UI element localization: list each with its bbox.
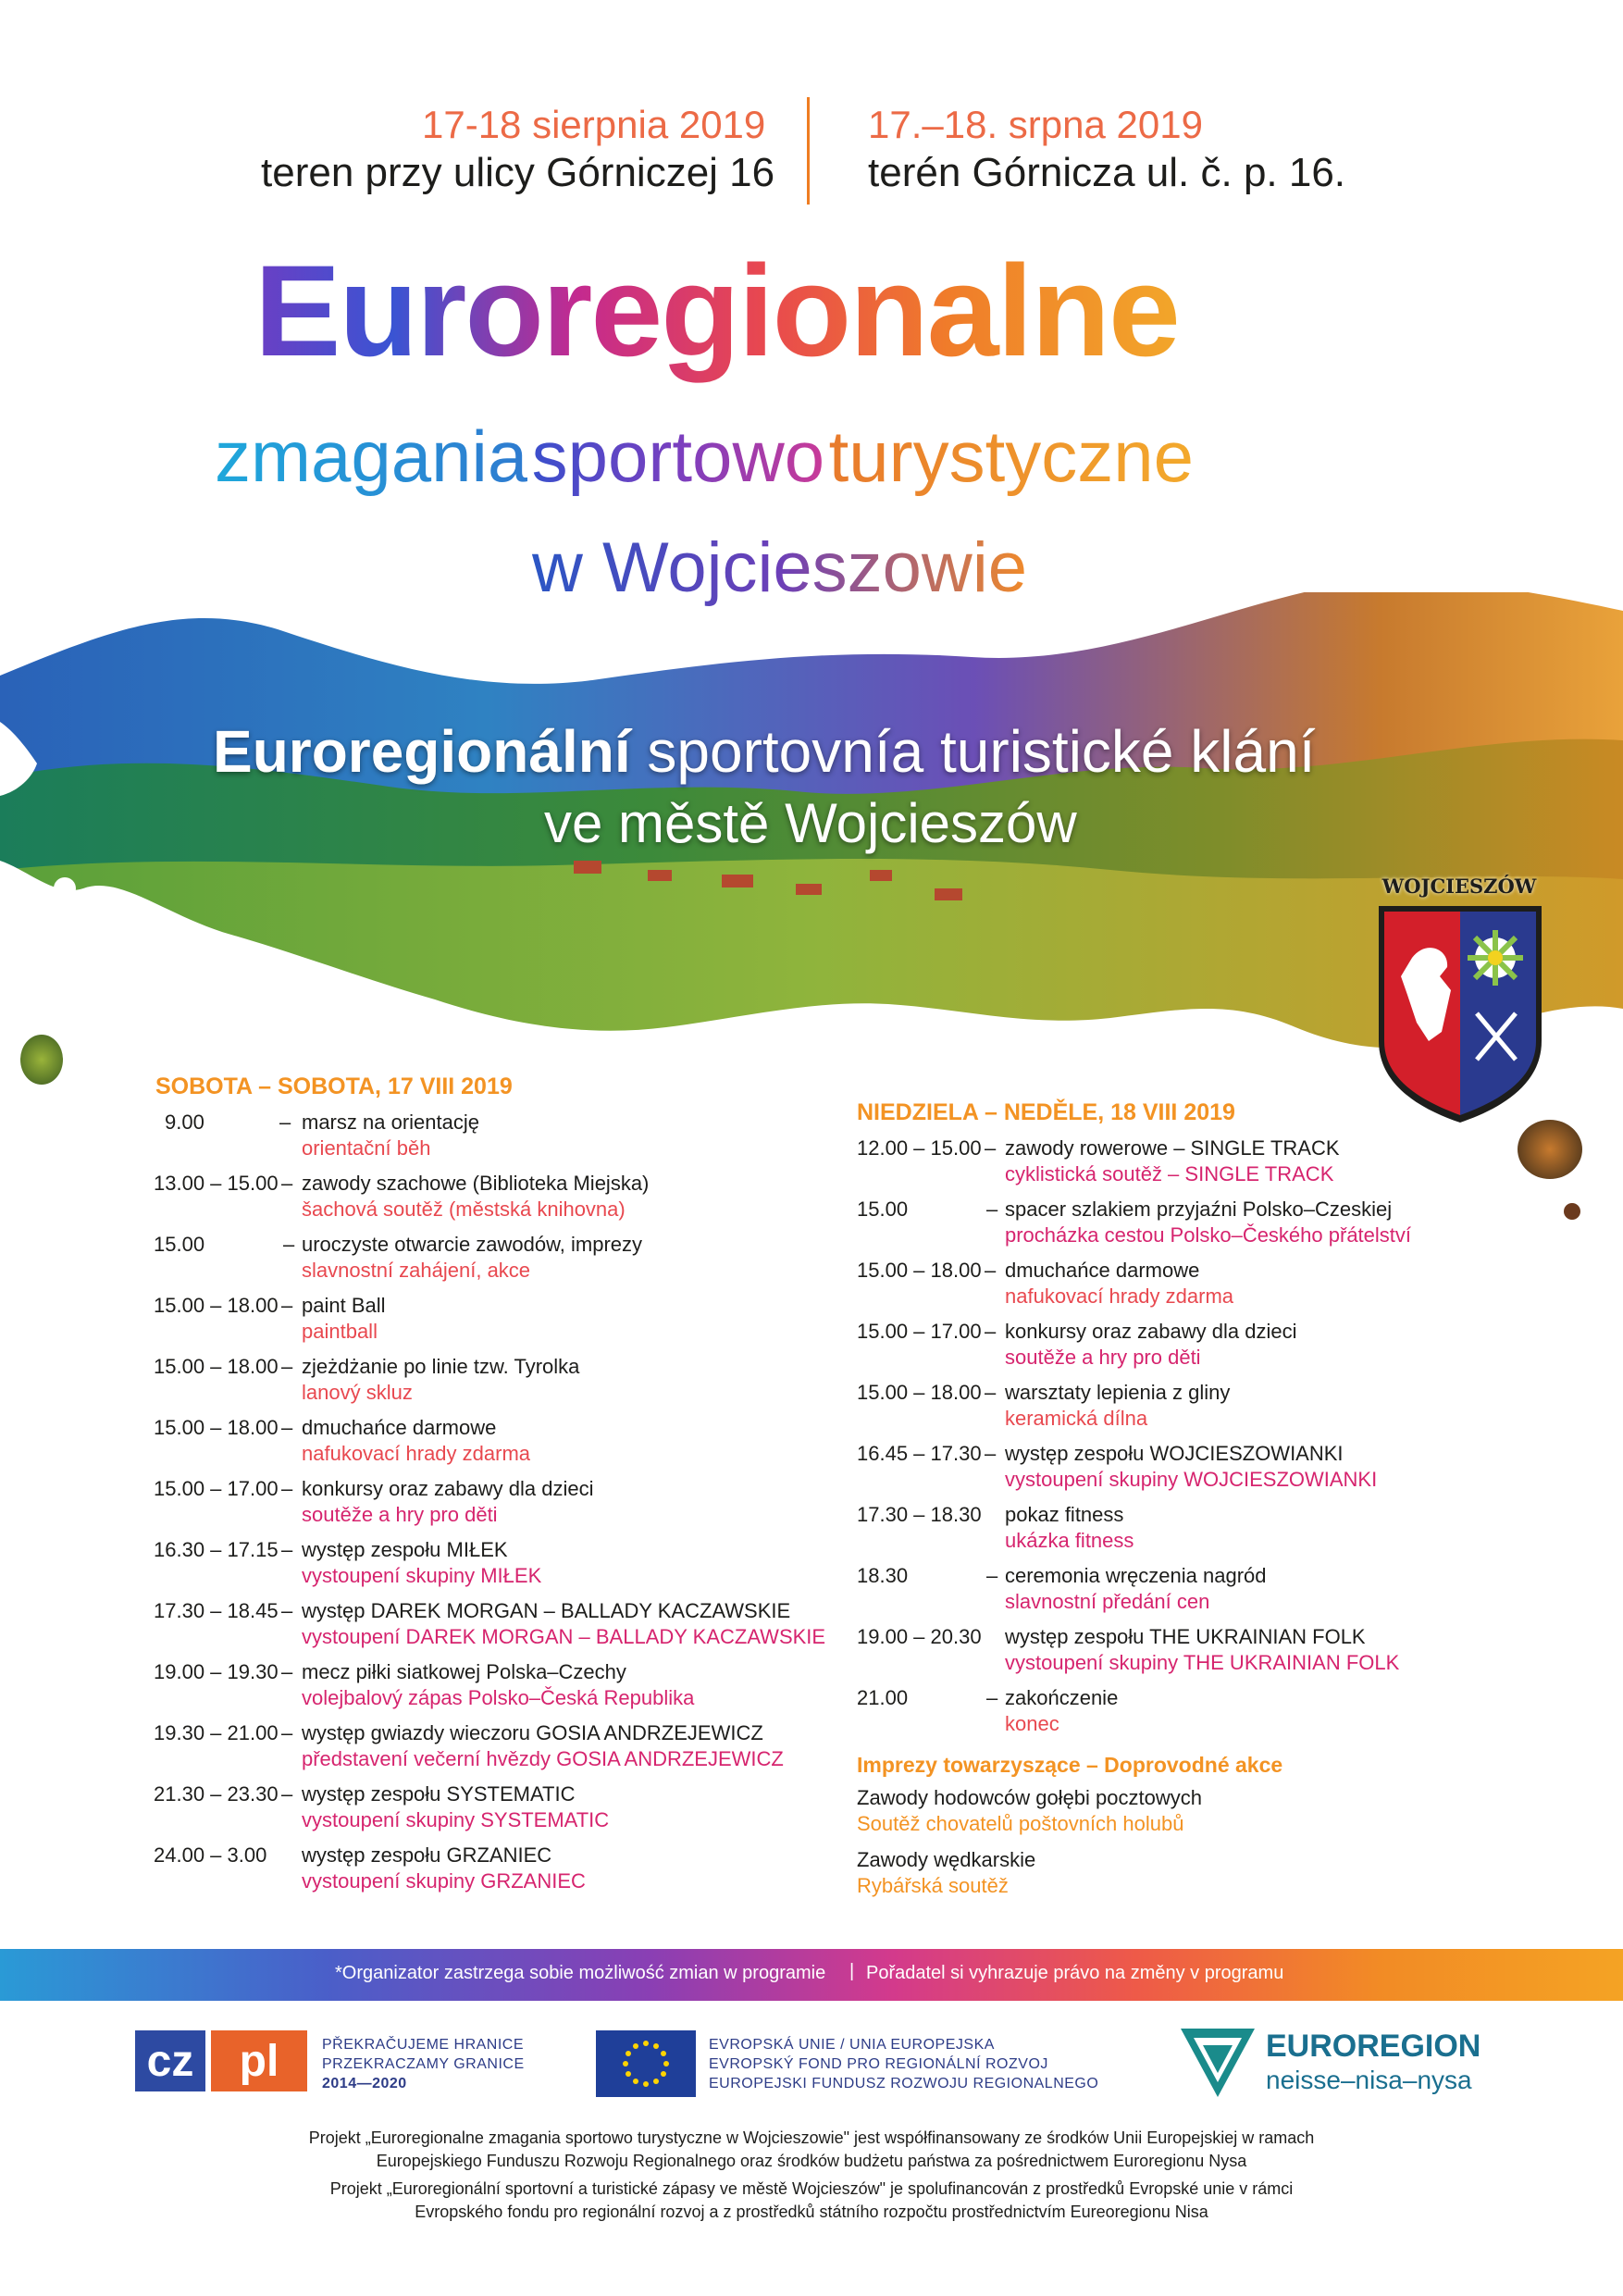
row-pl: uroczyste otwarcie zawodów, imprezy xyxy=(302,1233,643,1256)
banner-text-cz: Pořadatel si vyhrazuje právo na změny v programu xyxy=(866,1963,1284,1983)
row-pl: występ DAREK MORGAN – BALLADY KACZAWSKIE xyxy=(302,1599,791,1622)
row-time: 19.30 – 21.00 xyxy=(154,1721,279,1744)
row-cz: paintball xyxy=(302,1320,378,1343)
side-event-cz: Rybářská soutěž xyxy=(857,1874,1009,1897)
row-dash: – xyxy=(985,1381,997,1404)
row-dash: – xyxy=(985,1136,997,1160)
czpl-line-2: PRZEKRACZAMY GRANICE xyxy=(322,2056,525,2072)
row-cz: vystoupení skupiny THE UKRAINIAN FOLK xyxy=(1005,1651,1400,1674)
row-pl: konkursy oraz zabawy dla dzieci xyxy=(1005,1320,1297,1343)
euroregion-subtitle: neisse–nisa–nysa xyxy=(1266,2066,1472,2094)
row-dash: – xyxy=(281,1782,293,1806)
czpl-logo-pl: pl xyxy=(211,2030,307,2091)
pl-date: 17-18 sierpnia 2019 xyxy=(422,103,766,146)
row-dash: – xyxy=(281,1660,293,1683)
schedule-row xyxy=(154,1660,857,1721)
row-dash: – xyxy=(281,1477,293,1500)
row-pl: występ zespołu SYSTEMATIC xyxy=(302,1782,576,1806)
row-pl: dmuchańce darmowe xyxy=(1005,1259,1200,1282)
schedule-row xyxy=(154,1599,857,1660)
czpl-line-1: PŘEKRAČUJEME HRANICE xyxy=(322,2037,525,2053)
pl-place: teren przy ulicy Górniczej 16 xyxy=(261,150,775,195)
row-pl: dmuchańce darmowe xyxy=(302,1416,497,1439)
row-time: 13.00 – 15.00 xyxy=(154,1172,279,1195)
row-time: 24.00 – 3.00 xyxy=(154,1843,267,1867)
schedule-row xyxy=(857,1136,1560,1198)
row-pl: paint Ball xyxy=(302,1294,386,1317)
row-time: 15.00 – 18.00 xyxy=(857,1259,982,1282)
euroregion-logo-icon xyxy=(1181,2029,1255,2097)
row-time: 15.00 – 18.00 xyxy=(154,1416,279,1439)
row-time: 15.00 – 17.00 xyxy=(857,1320,982,1343)
row-pl: konkursy oraz zabawy dla dzieci xyxy=(302,1477,594,1500)
eu-line-1: EVROPSKÁ UNIE / UNIA EUROPEJSKA xyxy=(709,2037,995,2053)
sunday-heading: NIEDZIELA – NEDĚLE, 18 VIII 2019 xyxy=(857,1099,1235,1125)
czpl-logo xyxy=(135,2030,307,2091)
crest-label: WOJCIESZÓW xyxy=(1381,875,1537,898)
schedule-row xyxy=(857,1198,1560,1259)
main-title: Euroregionalne xyxy=(254,236,1179,386)
row-cz: soutěže a hry pro děti xyxy=(1005,1346,1201,1369)
row-dash: – xyxy=(281,1294,293,1317)
row-cz: vystoupení skupiny WOJCIESZOWIANKI xyxy=(1005,1468,1378,1491)
row-time: 16.30 – 17.15 xyxy=(154,1538,279,1561)
saturday-schedule xyxy=(154,1111,857,1925)
row-time: 21.00 xyxy=(857,1686,909,1709)
schedule-row xyxy=(154,1233,857,1294)
footer-pl-line-1: Projekt „Euroregionalne zmagania sportowo turystyczne w Wojcieszowie" jest współfinansowany ze środków Unii Europejskiej w ramach xyxy=(308,2128,1315,2147)
row-pl: występ zespołu MIŁEK xyxy=(302,1538,508,1561)
row-pl: występ zespołu THE UKRAINIAN FOLK xyxy=(1005,1625,1366,1648)
subtitle-location: w Wojcieszowie xyxy=(532,528,1027,607)
row-dash: – xyxy=(986,1686,998,1709)
row-time: 18.30 xyxy=(857,1564,909,1587)
coat-of-arms-icon xyxy=(1375,902,1545,1124)
row-time: 19.00 – 19.30 xyxy=(154,1660,279,1683)
row-cz: slavnostní zahájení, akce xyxy=(302,1259,531,1282)
czpl-line-3: 2014—2020 xyxy=(322,2076,407,2091)
footer-cz-line-1: Projekt „Euroregionální sportovní a turistické zápasy ve městě Wojcieszów" je spolufinancován z prostředků Evropské unie v rámci xyxy=(329,2179,1294,2198)
banner-text-pl: *Organizator zastrzega sobie możliwość zmian w programie xyxy=(335,1963,826,1983)
saturday-heading: SOBOTA – SOBOTA, 17 VIII 2019 xyxy=(155,1074,513,1099)
row-time: 19.00 – 20.30 xyxy=(857,1625,982,1648)
row-time: 21.30 – 23.30 xyxy=(154,1782,279,1806)
row-cz: nafukovací hrady zdarma xyxy=(302,1442,531,1465)
side-event-pl: Zawody hodowców gołębi pocztowych xyxy=(857,1786,1202,1809)
row-time: 9.00 xyxy=(165,1111,204,1134)
footer-cz-line-2: Evropského fondu pro regionální rozvoj a z prostředků státního rozpočtu prostřednictvím Eureoregionu Nisa xyxy=(415,2203,1208,2221)
row-time: 16.45 – 17.30 xyxy=(857,1442,982,1465)
row-time: 15.00 – 17.00 xyxy=(154,1477,279,1500)
row-cz: představení večerní hvězdy GOSIA ANDRZEJEWICZ xyxy=(302,1747,784,1770)
row-cz: lanový skluz xyxy=(302,1381,413,1404)
row-time: 15.00 – 18.00 xyxy=(154,1294,279,1317)
row-cz: vystoupení skupiny GRZANIEC xyxy=(302,1869,586,1893)
cz-title-bold: Euroregionální xyxy=(213,718,631,785)
side-event-pl: Zawody wędkarskie xyxy=(857,1848,1036,1871)
schedule-row xyxy=(857,1442,1560,1503)
schedule-row xyxy=(154,1416,857,1477)
subtitle-word-3: turystyczne xyxy=(828,416,1195,497)
schedule-row xyxy=(154,1111,857,1172)
row-pl: marsz na orientację xyxy=(302,1111,479,1134)
eu-line-2: EVROPSKÝ FOND PRO REGIONÁLNÍ ROZVOJ xyxy=(709,2056,1048,2072)
schedule-row xyxy=(154,1477,857,1538)
euroregion-title: EUROREGION xyxy=(1266,2029,1481,2064)
row-pl: mecz piłki siatkowej Polska–Czechy xyxy=(302,1660,626,1683)
cz-place: terén Górnicza ul. č. p. 16. xyxy=(868,150,1346,195)
row-pl: spacer szlakiem przyjaźni Polsko–Czeskiej xyxy=(1005,1198,1393,1221)
row-cz: cyklistická soutěž – SINGLE TRACK xyxy=(1005,1162,1334,1185)
schedule-row xyxy=(154,1294,857,1355)
schedule-row xyxy=(857,1564,1560,1625)
schedule-row xyxy=(857,1625,1560,1686)
schedule-row xyxy=(154,1538,857,1599)
row-pl: zawody rowerowe – SINGLE TRACK xyxy=(1005,1136,1340,1160)
row-dash: – xyxy=(281,1599,293,1622)
cz-subtitle: ve městě Wojcieszów xyxy=(544,792,1077,854)
footer-pl-line-2: Europejskiego Funduszu Rozwoju Regionalnego oraz środków budżetu państwa za pośrednictwem Euroregionu Nysa xyxy=(376,2152,1247,2170)
banner-separator: | xyxy=(849,1961,855,1981)
row-cz: konec xyxy=(1005,1712,1059,1735)
row-dash: – xyxy=(281,1721,293,1744)
paint-blot xyxy=(20,1035,63,1085)
row-cz: orientační běh xyxy=(302,1136,431,1160)
paint-blot xyxy=(1564,1203,1580,1220)
schedule-row xyxy=(154,1355,857,1416)
row-cz: vystoupení DAREK MORGAN – BALLADY KACZAWSKIE xyxy=(302,1625,826,1648)
schedule-row xyxy=(857,1381,1560,1442)
row-cz: slavnostní předání cen xyxy=(1005,1590,1210,1613)
schedule-row xyxy=(154,1843,857,1905)
eu-line-3: EUROPEJSKI FUNDUSZ ROZWOJU REGIONALNEGO xyxy=(709,2076,1099,2091)
row-cz: keramická dílna xyxy=(1005,1407,1148,1430)
row-dash: – xyxy=(281,1355,293,1378)
cz-title xyxy=(213,717,1315,786)
schedule-row xyxy=(857,1686,1560,1747)
row-time: 17.30 – 18.45 xyxy=(154,1599,279,1622)
schedule-row xyxy=(154,1172,857,1233)
row-dash: – xyxy=(281,1416,293,1439)
cz-date: 17.–18. srpna 2019 xyxy=(868,103,1203,146)
row-dash: – xyxy=(985,1442,997,1465)
subtitle-pl xyxy=(215,415,1194,499)
row-cz: nafukovací hrady zdarma xyxy=(1005,1285,1234,1308)
eu-flag-icon xyxy=(596,2030,696,2097)
row-cz: soutěže a hry pro děti xyxy=(302,1503,498,1526)
schedule-row xyxy=(154,1782,857,1843)
row-pl: występ zespołu WOJCIESZOWIANKI xyxy=(1005,1442,1344,1465)
row-pl: warsztaty lepienia z gliny xyxy=(1005,1381,1231,1404)
row-cz: vystoupení skupiny SYSTEMATIC xyxy=(302,1808,610,1831)
sunday-schedule xyxy=(857,1136,1560,1747)
paint-blot xyxy=(1518,1120,1582,1179)
cz-title-rest: sportovnía turistické klání xyxy=(630,718,1316,785)
row-pl: zakończenie xyxy=(1005,1686,1119,1709)
schedule-row xyxy=(154,1721,857,1782)
side-events-heading: Imprezy towarzyszące – Doprovodné akce xyxy=(857,1753,1283,1777)
row-dash: – xyxy=(279,1111,291,1134)
row-cz: ukázka fitness xyxy=(1005,1529,1134,1552)
czpl-logo-cz: cz xyxy=(135,2030,205,2091)
row-pl: ceremonia wręczenia nagród xyxy=(1005,1564,1267,1587)
row-cz: volejbalový zápas Polsko–Česká Republika xyxy=(302,1686,695,1709)
row-time: 15.00 – 18.00 xyxy=(857,1381,982,1404)
row-dash: – xyxy=(986,1198,998,1221)
row-pl: występ zespołu GRZANIEC xyxy=(302,1843,552,1867)
row-pl: występ gwiazdy wieczoru GOSIA ANDRZEJEWICZ xyxy=(302,1721,763,1744)
row-cz: šachová soutěž (městská knihovna) xyxy=(302,1198,626,1221)
schedule-row xyxy=(857,1320,1560,1381)
row-cz: vystoupení skupiny MIŁEK xyxy=(302,1564,542,1587)
row-time: 15.00 xyxy=(154,1233,205,1256)
row-time: 15.00 xyxy=(857,1198,909,1221)
row-pl: zjeżdżanie po linie tzw. Tyrolka xyxy=(302,1355,580,1378)
subtitle-word-1: zmagania xyxy=(215,416,528,497)
row-dash: – xyxy=(986,1564,998,1587)
row-dash: – xyxy=(985,1320,997,1343)
schedule-row xyxy=(857,1503,1560,1564)
row-time: 15.00 – 18.00 xyxy=(154,1355,279,1378)
header-divider xyxy=(807,97,810,205)
schedule-row xyxy=(857,1259,1560,1320)
row-dash: – xyxy=(281,1538,293,1561)
row-dash: – xyxy=(283,1233,295,1256)
row-cz: procházka cestou Polsko–Českého přátelství xyxy=(1005,1223,1412,1247)
row-time: 12.00 – 15.00 xyxy=(857,1136,982,1160)
row-pl: zawody szachowe (Biblioteka Miejska) xyxy=(302,1172,650,1195)
subtitle-word-2: sportowo xyxy=(531,416,825,497)
side-event-cz: Soutěž chovatelů poštovních holubů xyxy=(857,1812,1184,1835)
row-dash: – xyxy=(985,1259,997,1282)
row-pl: pokaz fitness xyxy=(1005,1503,1124,1526)
row-time: 17.30 – 18.30 xyxy=(857,1503,982,1526)
row-dash: – xyxy=(281,1172,293,1195)
